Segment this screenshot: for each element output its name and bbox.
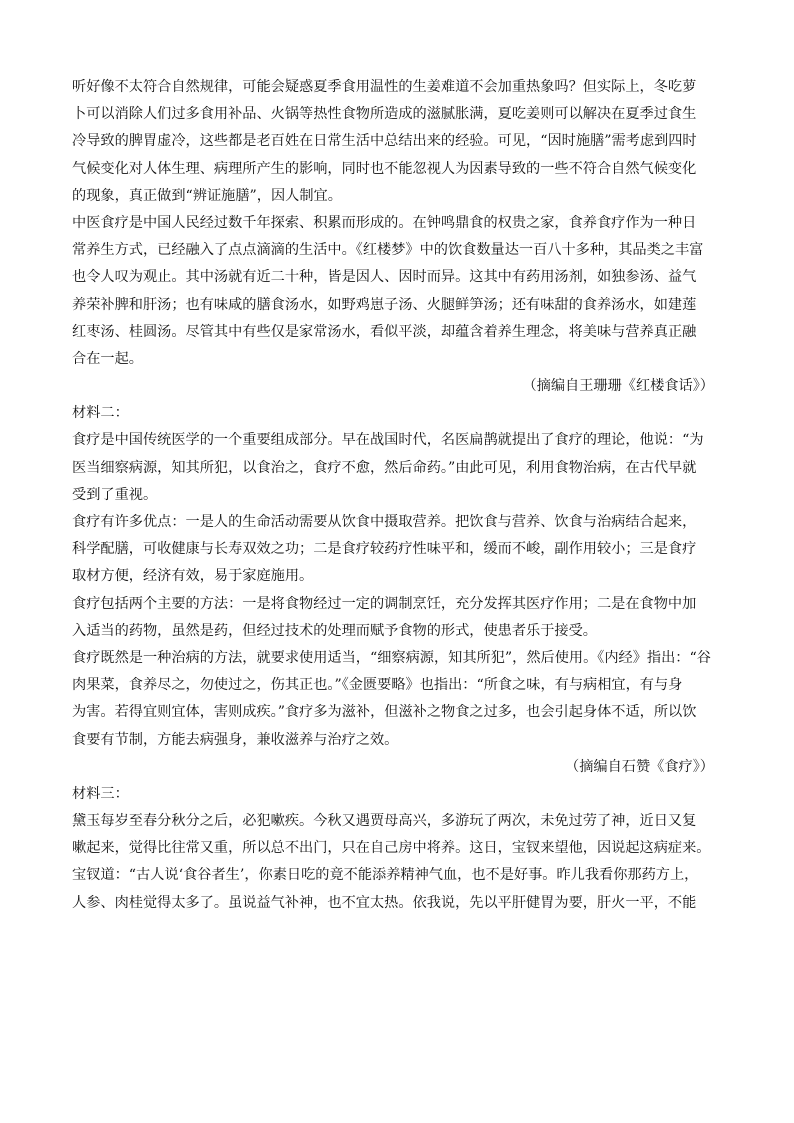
text-line: 取材方便，经济有效，易于家庭施用。 (72, 568, 314, 585)
text-line: 养荣补脾和肝汤；也有味咸的膳食汤水，如野鸡崽子汤、火腿鲜笋汤；还有味甜的食养汤水，如建莲 (72, 296, 697, 313)
text-line: 食疗是中国传统医学的一个重要组成部分。早在战国时代，名医扁鹊就提出了食疗的理论，他说：“为 (72, 432, 704, 449)
text-line: 常养生方式，已经融入了点点滴滴的生活中。《红楼梦》中的饮食数量达一百八十多种，其品类之丰富 (72, 242, 704, 259)
text-line: 食疗包括两个主要的方法：一是将食物经过一定的调制烹饪，充分发挥其医疗作用；二是在食物中加 (72, 595, 697, 612)
text-line: 红枣汤、桂圆汤。尽管其中有些仅是家常汤水，看似平淡，却蕴含着养生理念，将美味与营养真正融 (72, 323, 697, 340)
text-line: 宝钗道：“古人说‘食谷者生’，你素日吃的竟不能添养精神气血，也不是好事。昨儿我看你那药方上， (72, 867, 699, 884)
text-line: 中医食疗是中国人民经过数千年探索、积累而形成的。在钟鸣鼎食的权贵之家，食养食疗作为一种日 (72, 214, 697, 231)
text-line: 也令人叹为观止。其中汤就有近二十种，皆是因人、因时而异。这其中有药用汤剂，如独参汤、益气 (72, 269, 697, 286)
text-line: 入适当的药物，虽然是药，但经过技术的处理而赋予食物的形式，使患者乐于接受。 (72, 622, 597, 639)
text-line: 合在一起。 (72, 350, 143, 367)
source-citation: （摘编自石赞《食疗》） (565, 758, 714, 775)
document-page (72, 74, 724, 917)
text-line: 冷导致的脾胃虚冷，这些都是老百姓在日常生活中总结出来的经验。可见，“因时施膳”需考虑到四时 (72, 133, 697, 150)
text-line: 为害。若得宜则宜体，害则成疾。”食疗多为滋补，但滋补之物食之过多，也会引起身体不适，所以饮 (72, 704, 697, 721)
section-heading: 材料三： (72, 785, 129, 802)
source-citation: （摘编自王珊珊《红楼食话》） (522, 378, 714, 395)
text-line: 食疗有许多优点：一是人的生命活动需要从饮食中摄取营养。把饮食与营养、饮食与治病结合起来， (72, 514, 697, 530)
text-line: 人参、肉桂觉得太多了。虽说益气补神，也不宜太热。依我说，先以平肝健胃为要，肝火一平，不能 (72, 894, 697, 911)
section-heading: 材料二： (72, 405, 129, 422)
text-line: 的现象，真正做到“辨证施膳”，因人制宜。 (72, 187, 342, 204)
text-line: 黛玉每岁至春分秋分之后，必犯嗽疾。今秋又遇贾母高兴，多游玩了两次，未免过劳了神，近日又复 (72, 813, 697, 830)
text-line: 卜可以消除人们过多食用补品、火锅等热性食物所造成的滋腻胀满，夏吃姜则可以解决在夏季过食生 (72, 106, 697, 123)
text-line: 受到了重视。 (72, 486, 158, 503)
text-line: 气候变化对人体生理、病理所产生的影响，同时也不能忽视人为因素导致的一些不符合自然气候变化 (72, 160, 697, 177)
text-line: 科学配膳，可收健康与长寿双效之功；二是食疗较药疗性味平和，缓而不峻，副作用较小；三是食疗 (72, 541, 697, 558)
text-line: 肉果菜，食养尽之，勿使过之，伤其正也。”《金匮要略》也指出：“所食之味，有与病相宜，有与身 (72, 677, 683, 694)
text-line: 医当细察病源，知其所犯，以食治之，食疗不愈，然后命药。”由此可见，利用食物治病，在古代早就 (72, 459, 697, 476)
text-line: 食疗既然是一种治病的方法，就要求使用适当，“细察病源，知其所犯”，然后使用。《内经》指出：“谷 (72, 649, 711, 666)
text-line: 听好像不太符合自然规律，可能会疑惑夏季食用温性的生姜难道不会加重热象吗？但实际上，冬吃萝 (72, 79, 697, 95)
text-line: 嗽起来，觉得比往常又重，所以总不出门，只在自己房中将养。这日，宝钗来望他，因说起这病症来。 (72, 840, 711, 857)
text-line: 食要有节制，方能去病强身，兼收滋养与治疗之效。 (72, 731, 399, 748)
